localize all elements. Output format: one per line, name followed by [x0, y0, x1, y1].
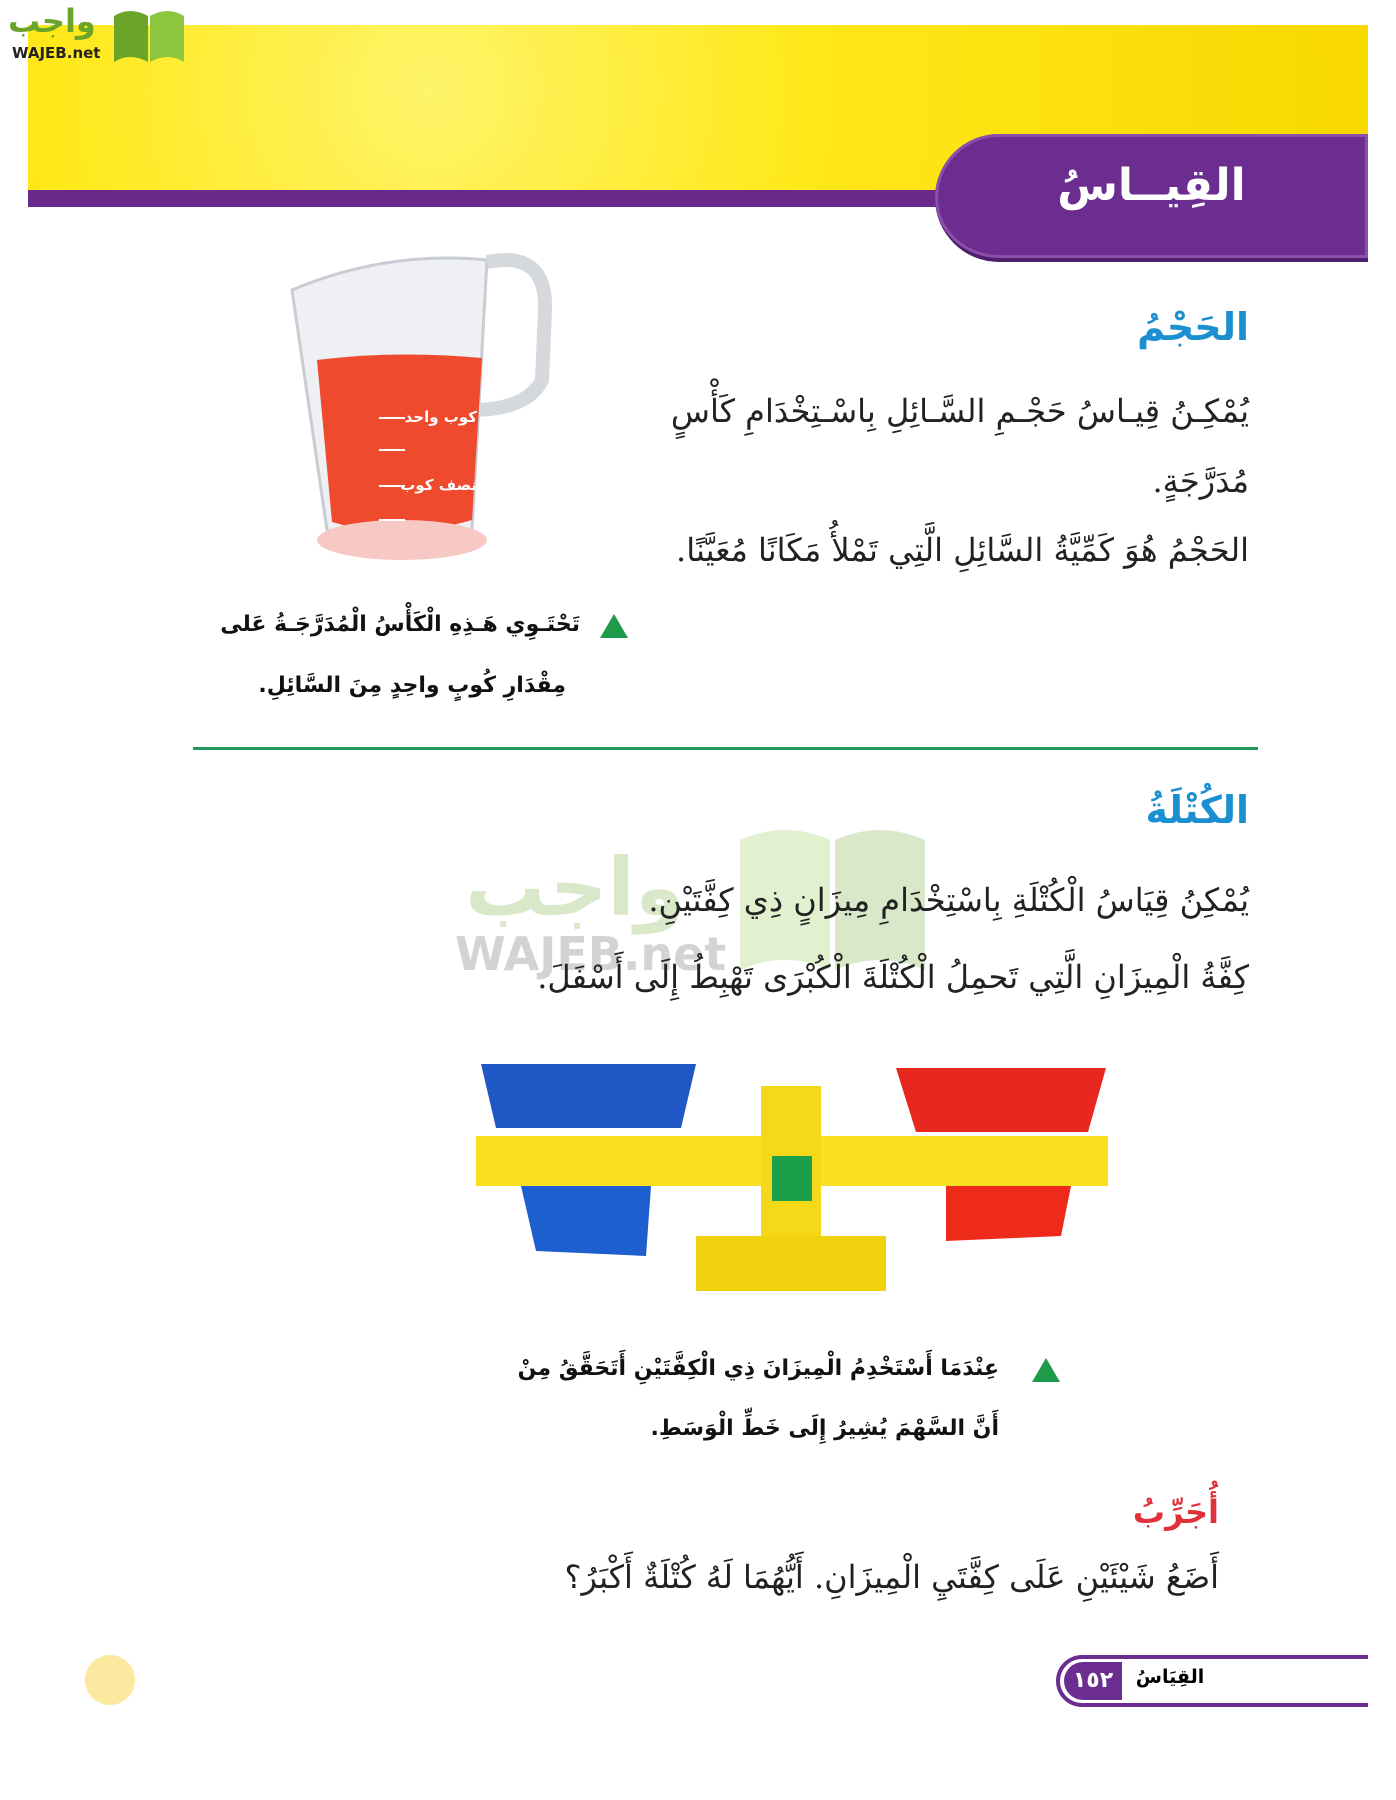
measuring-jug-image [287, 250, 557, 575]
page-number: ١٥٢ [1064, 1662, 1122, 1700]
mass-line-2: كِفَّةُ الْمِيزَانِ الَّتِي تَحمِلُ الْكُتْلَةَ الْكُبْرَى تَهْبِطُ إِلَى أَسْفَلَ. [537, 958, 1249, 996]
section-divider [193, 747, 1258, 750]
caption-triangle-icon [600, 614, 628, 638]
try-heading: أُجَرِّبُ [1132, 1493, 1219, 1531]
header-stripe [28, 190, 1028, 207]
logo-latin: WAJEB.net [12, 44, 101, 62]
corner-decoration-icon [80, 1640, 140, 1710]
svg-text:واجب: واجب [465, 841, 685, 934]
volume-heading: الحَجْمُ [1137, 305, 1249, 349]
mass-line-1: يُمْكِنُ قِيَاسُ الْكُتْلَةِ بِاسْتِخْدَامِ مِيزَانٍ ذِي كِفَّتَيْنِ. [648, 881, 1249, 919]
footer-title: القِيَاسُ [1135, 1666, 1205, 1688]
balance-caption-line-1: عِنْدَمَا أَسْتَخْدِمُ الْمِيزَانَ ذِي الْكِفَّتَيْنِ أَتَحَقَّقُ مِنْ [517, 1356, 999, 1381]
jug-label-half-cup: نصف كوب [400, 476, 477, 494]
caption-triangle-icon-2 [1032, 1358, 1060, 1382]
volume-line-2: مُدَرَّجَةٍ. [1152, 462, 1249, 500]
volume-line-1: يُمْكِـنُ قِيـاسُ حَجْـمِ السَّـائِلِ بِاسْـتِخْدَامِ كَأْسٍ [670, 392, 1249, 430]
mass-heading: الكُتْلَةُ [1145, 788, 1249, 832]
volume-line-3: الحَجْمُ هُوَ كَمِّيَّةُ السَّائِلِ الَّتِي تَمْلأُ مَكَانًا مُعَيَّنًا. [676, 531, 1249, 569]
logo-arabic: واجب [8, 2, 96, 40]
jug-label-one-cup: كوب واحد [404, 408, 477, 426]
try-text: أَضَعُ شَيْئَيْنِ عَلَى كِفَّتَيِ الْمِيزَانِ. أَيُّهُمَا لَهُ كُتْلَةٌ أَكْبَرُ؟ [564, 1558, 1219, 1596]
jug-caption-line-1: تَحْتَـوِي هَـذِهِ الْكَأْسُ الْمُدَرَّجَـةُ عَلى [220, 612, 580, 637]
wajeb-logo [0, 0, 190, 67]
balance-caption-line-2: أَنَّ السَّهْمَ يُشِيرُ إِلَى خَطِّ الْوَسَطِ. [650, 1416, 999, 1441]
jug-caption-line-2: مِقْدَارِ كُوبٍ واحِدٍ مِنَ السَّائِلِ. [258, 673, 566, 698]
page-title: القِيــاسُ [1057, 160, 1246, 211]
book-icon [110, 6, 188, 64]
svg-text:WAJEB.net: WAJEB.net [455, 927, 727, 981]
pan-balance-image [476, 1056, 1108, 1306]
